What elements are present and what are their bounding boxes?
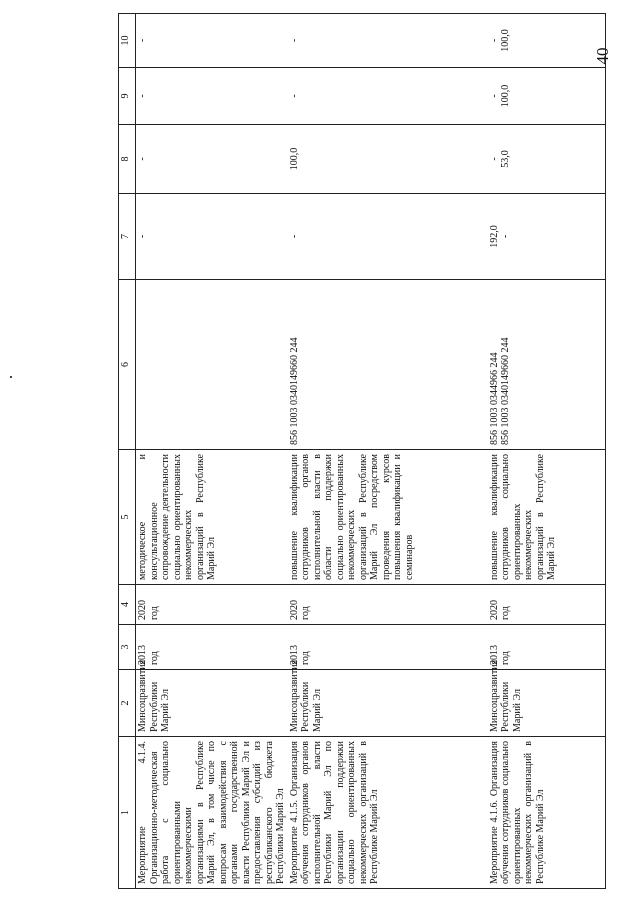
value-col-10: - xyxy=(288,14,488,68)
expected-result: методическое и консультационное сопровождение деятельности социально ориентированных некоммерческих организаций в Республике Марий Эл xyxy=(136,450,288,585)
rotated-table-container xyxy=(118,14,603,889)
page-number: 40 xyxy=(593,47,612,65)
value-col-9 xyxy=(488,68,606,125)
responsible-executor: Минсоцразвития Республики Марий Эл xyxy=(136,670,288,737)
expected-result: повышение квалификации сотрудников органов исполнительной власти в области поддержки социально ориентированных некоммерческих организаций в Республике Марий Эл посредством проведения курсов повышения квалификации и семинаров xyxy=(288,450,488,585)
value-col-10: - xyxy=(136,14,288,68)
col-header-6: 6 xyxy=(119,280,136,450)
col-header-5: 5 xyxy=(119,450,136,585)
start-year: 2013 год xyxy=(488,625,606,670)
col-header-2: 2 xyxy=(119,670,136,737)
activity-name: Мероприятие 4.1.5. Организация обучения сотрудников органов исполнительной власти Республики Марий Эл по организации поддержки социально ориентированных некоммерческих организаций в Республике Марий Эл xyxy=(288,737,488,889)
end-year: 2020 год xyxy=(288,585,488,625)
budget-code xyxy=(488,280,606,450)
table-row xyxy=(488,14,606,889)
value-col-8: 100,0 xyxy=(288,125,488,194)
budget-code: 856 1003 0340149660 244 xyxy=(288,280,488,450)
value-col-8: - xyxy=(136,125,288,194)
value-col-7: - xyxy=(288,194,488,280)
activity-name: Мероприятие 4.1.4. Организационно-методическая работа с социально ориентированными некоммерческими организациями в Республике Марий Эл, в том числе по вопросам взаимодействия с органами государственной власти Республики Марий Эл и предоставления субсидий из республиканского бюджета Республики Марий Эл xyxy=(136,737,288,889)
col-header-4: 4 xyxy=(119,585,136,625)
value-line: - xyxy=(500,234,511,239)
col-header-7: 7 xyxy=(119,194,136,280)
expected-result: повышение квалификации сотрудников социально ориентированных некоммерческих организаций в Республике Марий Эл xyxy=(488,450,606,585)
col-header-3: 3 xyxy=(119,625,136,670)
col-header-1: 1 xyxy=(119,737,136,889)
header-row xyxy=(119,14,136,889)
value-line: 53,0 xyxy=(500,150,511,168)
value-line: - xyxy=(488,94,500,98)
end-year: 2020 год xyxy=(136,585,288,625)
col-header-9: 9 xyxy=(119,68,136,125)
start-year: 2013 год xyxy=(288,625,488,670)
budget-code-line: 856 1003 0340149660 244 xyxy=(500,337,511,445)
value-line: - xyxy=(488,38,500,43)
scan-speck xyxy=(10,376,12,378)
value-col-8 xyxy=(488,125,606,194)
value-line: 100,0 xyxy=(500,29,511,52)
budget-code xyxy=(136,280,288,450)
responsible-executor: Минсоцразвития Республики Марий Эл xyxy=(488,670,606,737)
responsible-executor: Минсоцразвития Республики Марий Эл xyxy=(288,670,488,737)
activity-name: Мероприятие 4.1.6. Организация обучения сотрудников социально ориентированных некоммерческих организаций в Республике Марий Эл xyxy=(488,737,606,889)
value-col-10 xyxy=(488,14,606,68)
col-header-8: 8 xyxy=(119,125,136,194)
value-col-9: - xyxy=(288,68,488,125)
value-col-7: - xyxy=(136,194,288,280)
col-header-10: 10 xyxy=(119,14,136,68)
value-line: 192,0 xyxy=(488,225,500,248)
value-col-9: - xyxy=(136,68,288,125)
end-year: 2020 год xyxy=(488,585,606,625)
table-row xyxy=(136,14,288,889)
table-row xyxy=(288,14,488,889)
value-line: - xyxy=(488,157,500,161)
value-line: 100,0 xyxy=(500,84,511,108)
start-year: 2013 год xyxy=(136,625,288,670)
budget-code-line: 856 1003 0344966 244 xyxy=(488,352,500,445)
program-activities-table xyxy=(118,13,606,889)
value-col-7 xyxy=(488,194,606,280)
